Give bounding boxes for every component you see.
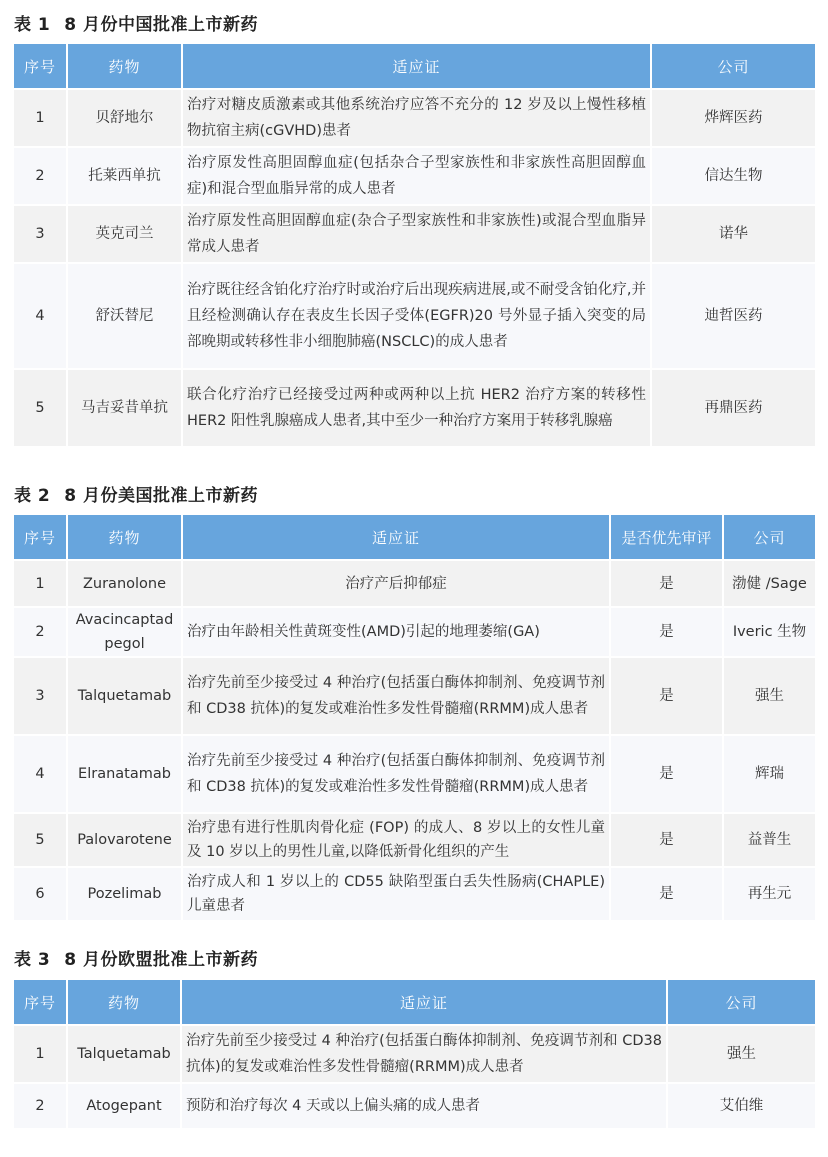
- table-eu-approvals: [14, 980, 815, 1130]
- table-us-approvals: [14, 515, 815, 922]
- cell-company: 诺华: [651, 205, 815, 263]
- table-row: [14, 89, 815, 147]
- table2-caption-number: 表 2: [14, 486, 51, 506]
- header-no: 序号: [14, 515, 67, 560]
- header-priority-review: 是否优先审评: [610, 515, 723, 560]
- cell-company: 辉瑞: [723, 735, 815, 813]
- header-company: 公司: [651, 44, 815, 89]
- cell-company: 强生: [667, 1025, 815, 1083]
- cell-indication: 治疗先前至少接受过 4 种治疗(包括蛋白酶体抑制剂、免疫调节剂和 CD38 抗体)的复发或难治性多发性骨髓瘤(RRMM)成人患者: [182, 735, 610, 813]
- table3-caption: [14, 945, 258, 970]
- header-company: 公司: [667, 980, 815, 1025]
- table1-caption-number: 表 1: [14, 15, 51, 35]
- table-header-row: [14, 44, 815, 89]
- cell-no: 5: [14, 813, 67, 867]
- cell-priority: 是: [610, 813, 723, 867]
- cell-no: 1: [14, 560, 67, 607]
- cell-drug: Atogepant: [67, 1083, 181, 1129]
- table-china-approvals: [14, 44, 815, 448]
- table-row: [14, 560, 815, 607]
- header-drug: 药物: [67, 44, 182, 89]
- table-row: [14, 147, 815, 205]
- cell-priority: 是: [610, 560, 723, 607]
- table-row: [14, 263, 815, 369]
- cell-drug: Zuranolone: [67, 560, 182, 607]
- cell-no: 1: [14, 89, 67, 147]
- table-row: [14, 1083, 815, 1129]
- cell-no: 6: [14, 867, 67, 921]
- cell-indication: 治疗产后抑郁症: [182, 560, 610, 607]
- cell-indication: 治疗成人和 1 岁以上的 CD55 缺陷型蛋白丢失性肠病(CHAPLE)儿童患者: [182, 867, 610, 921]
- cell-drug: Pozelimab: [67, 867, 182, 921]
- cell-indication: 治疗先前至少接受过 4 种治疗(包括蛋白酶体抑制剂、免疫调节剂和 CD38 抗体)的复发或难治性多发性骨髓瘤(RRMM)成人患者: [181, 1025, 667, 1083]
- cell-indication: 治疗对糖皮质激素或其他系统治疗应答不充分的 12 岁及以上慢性移植物抗宿主病(cGVHD)患者: [182, 89, 651, 147]
- header-drug: 药物: [67, 980, 181, 1025]
- table2-caption-title: 8 月份美国批准上市新药: [64, 486, 258, 506]
- cell-indication: 治疗既往经含铂化疗治疗时或治疗后出现疾病进展,或不耐受含铂化疗,并且经检测确认存在表皮生长因子受体(EGFR)20 号外显子插入突变的局部晚期或转移性非小细胞肺癌(NSCLC)的成人患者: [182, 263, 651, 369]
- cell-drug: 马吉妥昔单抗: [67, 369, 182, 447]
- table3-caption-number: 表 3: [14, 950, 51, 970]
- cell-company: 烨辉医药: [651, 89, 815, 147]
- cell-priority: 是: [610, 607, 723, 657]
- cell-indication: 治疗原发性高胆固醇血症(杂合子型家族性和非家族性)或混合型血脂异常成人患者: [182, 205, 651, 263]
- cell-company: 艾伯维: [667, 1083, 815, 1129]
- cell-company: 渤健 /Sage: [723, 560, 815, 607]
- cell-drug: Elranatamab: [67, 735, 182, 813]
- header-indication: 适应证: [181, 980, 667, 1025]
- cell-no: 1: [14, 1025, 67, 1083]
- table1-caption: [14, 10, 258, 35]
- table-row: [14, 657, 815, 735]
- table-row: [14, 735, 815, 813]
- cell-no: 2: [14, 1083, 67, 1129]
- cell-indication: 治疗先前至少接受过 4 种治疗(包括蛋白酶体抑制剂、免疫调节剂和 CD38 抗体)的复发或难治性多发性骨髓瘤(RRMM)成人患者: [182, 657, 610, 735]
- cell-company: 再鼎医药: [651, 369, 815, 447]
- cell-indication: 联合化疗治疗已经接受过两种或两种以上抗 HER2 治疗方案的转移性 HER2 阳性乳腺癌成人患者,其中至少一种治疗方案用于转移乳腺癌: [182, 369, 651, 447]
- cell-drug: 托莱西单抗: [67, 147, 182, 205]
- table3-caption-title: 8 月份欧盟批准上市新药: [64, 950, 258, 970]
- cell-company: 强生: [723, 657, 815, 735]
- header-indication: 适应证: [182, 44, 651, 89]
- cell-drug: 舒沃替尼: [67, 263, 182, 369]
- cell-indication: 治疗由年龄相关性黄斑变性(AMD)引起的地理萎缩(GA): [182, 607, 610, 657]
- cell-no: 3: [14, 657, 67, 735]
- table-header-row: [14, 515, 815, 560]
- cell-drug: Palovarotene: [67, 813, 182, 867]
- header-indication: 适应证: [182, 515, 610, 560]
- cell-indication: 治疗患有进行性肌肉骨化症 (FOP) 的成人、8 岁以上的女性儿童及 10 岁以上的男性儿童,以降低新骨化组织的产生: [182, 813, 610, 867]
- cell-company: 信达生物: [651, 147, 815, 205]
- cell-company: 再生元: [723, 867, 815, 921]
- table-row: [14, 1025, 815, 1083]
- cell-drug: Talquetamab: [67, 657, 182, 735]
- cell-no: 4: [14, 263, 67, 369]
- header-drug: 药物: [67, 515, 182, 560]
- cell-indication: 治疗原发性高胆固醇血症(包括杂合子型家族性和非家族性高胆固醇血症)和混合型血脂异常的成人患者: [182, 147, 651, 205]
- header-no: 序号: [14, 980, 67, 1025]
- cell-no: 2: [14, 607, 67, 657]
- cell-no: 5: [14, 369, 67, 447]
- table-header-row: [14, 980, 815, 1025]
- cell-priority: 是: [610, 735, 723, 813]
- cell-drug: 贝舒地尔: [67, 89, 182, 147]
- table2-caption: [14, 481, 258, 506]
- cell-drug: Avacincaptad pegol: [67, 607, 182, 657]
- header-no: 序号: [14, 44, 67, 89]
- cell-no: 3: [14, 205, 67, 263]
- cell-company: 益普生: [723, 813, 815, 867]
- cell-no: 4: [14, 735, 67, 813]
- cell-drug: Talquetamab: [67, 1025, 181, 1083]
- cell-no: 2: [14, 147, 67, 205]
- table-row: [14, 813, 815, 867]
- table-row: [14, 369, 815, 447]
- cell-drug: 英克司兰: [67, 205, 182, 263]
- table-row: [14, 205, 815, 263]
- header-company: 公司: [723, 515, 815, 560]
- cell-company: 迪哲医药: [651, 263, 815, 369]
- table-row: [14, 607, 815, 657]
- cell-indication: 预防和治疗每次 4 天或以上偏头痛的成人患者: [181, 1083, 667, 1129]
- cell-priority: 是: [610, 657, 723, 735]
- table1-caption-title: 8 月份中国批准上市新药: [64, 15, 258, 35]
- table-row: [14, 867, 815, 921]
- cell-priority: 是: [610, 867, 723, 921]
- cell-company: Iveric 生物: [723, 607, 815, 657]
